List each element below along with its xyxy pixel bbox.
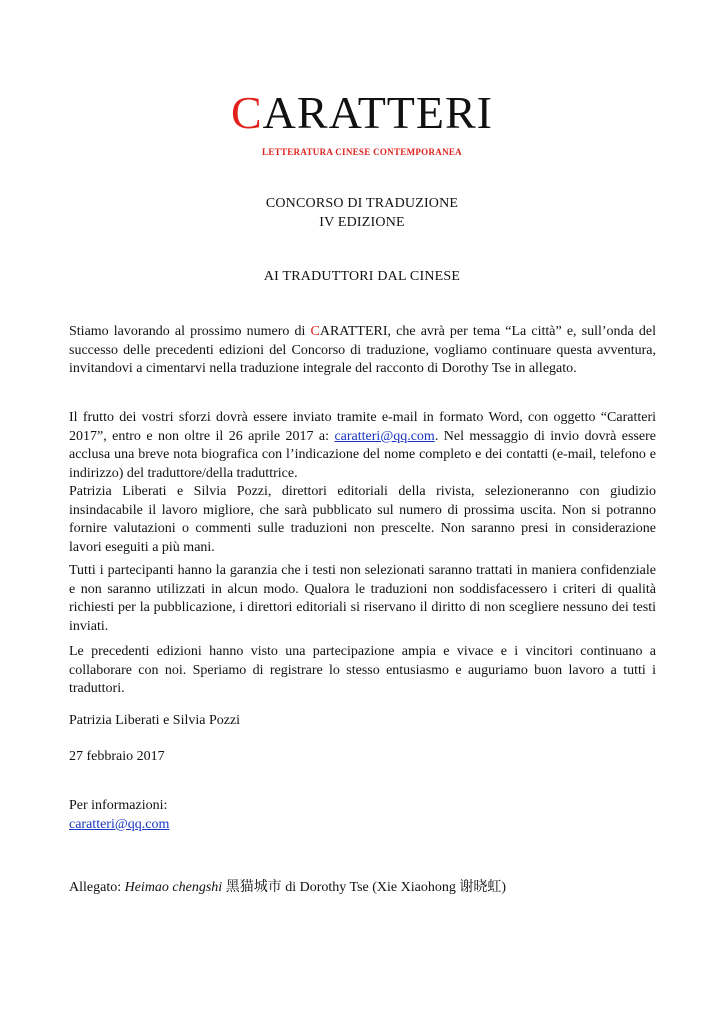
paragraph-guarantee (69, 562, 656, 636)
signature: Patrizia Liberati e Silvia Pozzi (69, 713, 241, 728)
logo-initial: C (230, 87, 263, 138)
submission-text-start: Il frutto dei vostri sforzi dovrà essere inviato tramite e-mail in formato Word, con oggetto “Caratteri 2017”, entro e non oltre il 26 aprile 2017 a: (69, 410, 656, 444)
previous-editions-text: Le precedenti edizioni hanno visto una partecipazione ampia e vivace e i vincitori continuano a collaborare con noi. Speriamo di registrare lo stesso entusiasmo e auguriamo buon lavoro a tutti i traduttori. (69, 644, 656, 696)
attachment-close: ) (501, 880, 506, 895)
tagline: LETTERATURA CINESE CONTEMPORANEA (262, 147, 462, 157)
submission-text-end: . Nel messaggio di invio dovrà essere acclusa una breve nota biografica con l’indicazione del nome completo e dei contatti (e-mail, telefono e indirizzo) del traduttore/della traduttrice. (69, 428, 657, 481)
guarantee-text: Tutti i partecipanti hanno la garanzia che i testi non selezionati saranno trattati in maniera confidenziale e non saranno utilizzati in alcun modo. Qualora le traduzioni non soddisfacessero i criteri di qualità richiesti per la pubblicazione, i direttori editoriali si riservano il diritto di non scegliere nessuno dei testi inviati. (69, 563, 656, 634)
intro-text-start: Stiamo lavorando al prossimo numero di (69, 324, 311, 339)
attachment-line (69, 879, 656, 898)
intro-text-end: , che avrà per tema “La città” e, sull’onda del successo delle precedenti edizioni del Concorso di traduzione, vogliamo continuare questa avventura, invitandovi a cimentarvi nella traduzione integrale del racconto di Dorothy Tse in allegato. (69, 324, 656, 376)
audience-heading: AI TRADUTTORI DAL CINESE (263, 269, 461, 284)
attachment-author: di Dorothy Tse (Xie Xiaohong (281, 880, 460, 895)
logo-rest: ARATTERI (262, 87, 493, 138)
submission-email-link[interactable]: caratteri@qq.com (334, 428, 435, 444)
contact-email-link[interactable]: caratteri@qq.com (69, 816, 170, 832)
magazine-name (311, 324, 388, 339)
attachment-label: Allegato: (69, 880, 125, 895)
caratteri-logo (0, 87, 724, 138)
paragraph-previous-editions (69, 643, 656, 699)
selection-text: Patrizia Liberati e Silvia Pozzi, direttori editoriali della rivista, selezioneranno con giudizio insindacabile il lavoro migliore, che sarà pubblicato sul numero di prossima uscita. Non si potranno fornire valutazioni o commenti sulle traduzioni non prescelte. Non saranno presi in considerazione lavori eseguiti a più mani. (69, 484, 656, 555)
attachment-author-chinese: 谢晓虹 (459, 880, 502, 895)
attachment-title-chinese: 黑猫城市 (222, 880, 282, 895)
contest-heading (0, 194, 724, 232)
masthead (0, 87, 724, 157)
edition-title: IV EDIZIONE (319, 215, 405, 230)
document-date: 27 febbraio 2017 (69, 749, 165, 764)
contest-title: CONCORSO DI TRADUZIONE (265, 196, 459, 211)
magazine-initial: C (310, 324, 320, 339)
magazine-rest: ARATTERI (319, 324, 388, 339)
attachment-title-italic: Heimao chengshi (124, 880, 223, 895)
paragraph-intro (69, 323, 656, 379)
paragraph-submission (69, 409, 656, 557)
contact-label: Per informazioni: (69, 798, 168, 813)
contact-info (69, 797, 656, 834)
